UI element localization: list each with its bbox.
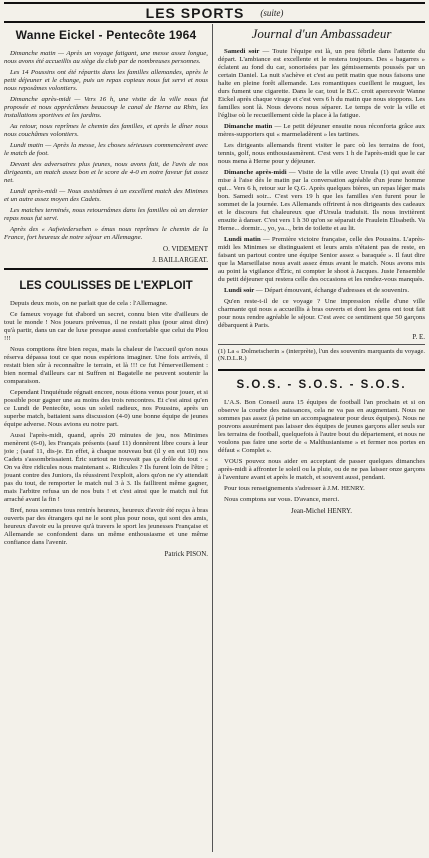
paragraph: Après des « Aufwiedersehen » émus nous reprîmes le chemin de la France, fort heureux de notre séjour en Allemagne. — [4, 226, 208, 241]
paragraph: Lundi après-midi — Nous assistâmes à un excellent match des Minimes et un autre assez moyen des Cadets. — [4, 188, 208, 203]
article-coulisses — [4, 300, 208, 559]
entry-lead: Lundi matin — [224, 236, 261, 243]
right-column — [218, 24, 425, 519]
author-signature: J. BAILLARGEAT. — [152, 255, 208, 264]
journal-entry — [218, 123, 425, 139]
journal-entry — [218, 236, 425, 284]
entry-lead: Samedi soir — [224, 48, 260, 55]
entry-lead: Lundi soir — [224, 287, 255, 294]
article-title-wanne-eickel: Wanne Eickel - Pentecôte 1964 — [15, 28, 197, 42]
paragraph: Nous comptions être bien reçus, mais la chaleur de l'accueil qu'on nous réserva dépassa tout ce que nous espérions imaginer. Une fois arrivés, il restait bien sûr à reconnaître le terrain, et là !!! ce fut l'émerveillement : bien normal d'ailleurs car ni Suffren ni Bagatelle ne peuvent soutenir la comparaison. — [4, 346, 208, 385]
entry-lead: Dimanche après-midi — [224, 169, 287, 176]
article-title-journal: Journal d'un Ambassadeur — [251, 26, 392, 41]
entry-text: Les dirigeants allemands firent visiter le parc où les terrains de foot, tennis, golf, nous enthousiasmèrent. C'est vers 1 h de l'après-midi que le car nous mena à Herne pour y déjeuner. — [218, 142, 425, 165]
journal-entry — [218, 298, 425, 330]
left-column — [4, 24, 208, 561]
paragraph: Au retour, nous reprîmes le chemin des familles, et après le dîner nous nous couchâmes volontiers. — [4, 123, 208, 138]
entry-text: — Première victoire française, celle des Poussins. L'après-midi les Minimes se distinguaient et leurs amis n'étaient pas de reste, en faisant un partout contre une équipe Senior assez « baraquée ». Il faut dire que la Marseillaise nous avait assez émus avant le match. Nous avons mis au point la vigilance d'Éric, ni compter le shoot à Jacques. Juste l'ensemble du petit déjeuner qui restera celle des occasions et les rendez-vous manqués. — [218, 236, 425, 283]
paragraph: Dimanche après-midi — Vers 16 h, une visite de la ville nous fut proposée et nous appréciâmes beaucoup le canal de Herne au Rhin, les installations sportives et les jardins. — [4, 96, 208, 119]
article-title-sos: S.O.S. - S.O.S. - S.O.S. — [218, 369, 425, 391]
entry-text: — Départ émouvant, échange d'adresses et de souvenirs. — [254, 287, 410, 294]
entry-lead: Dimanche matin — [224, 123, 273, 130]
journal-entry — [218, 169, 425, 233]
paragraph: Lundi matin — Après la messe, les choses sérieuses commencèrent avec le match de foot. — [4, 142, 208, 157]
section-subtitle: (suite) — [260, 7, 284, 18]
entry-text: — Visite de la ville avec Ursula (1) qui avait été mise à l'aise dès le matin par la conversation agréable d'un jeune homme qui... Vers 6 h, retour sur le Q.G. Après quelques bières, un repas léger mais bon. Samedi soir... C'est vers 19 h que les familles s'en furent pour le sommet de la journée. Les Allemands offrirent à nos dirigeants des cadeaux et le discours fut chaleureux que d'Ursula traduisit. Ils nous invitèrent ensuite à danser. C'est vers 1 h 30 qu'on se séparait de Fraulein Elisabeth. Va Herne... dormir..., yo, ya..., brin de toilette et au lit. — [218, 169, 425, 232]
paragraph: VOUS pouvez nous aider en acceptant de passer quelques dimanches après-midi à affronter le soleil ou la pluie, ou de ne pas laisser onze garçons à l'aventure avant et après le match, et souvent aussi, pendant. — [218, 457, 425, 481]
paragraph: Aussi l'après-midi, quand, après 20 minutes de jeu, nos Minimes menèrent (6-0), les Français présents (sauf 11) donnèrent libre cours à leur joie ; (sauf 11, dis-je. En effet, à chaque nouveau but (il y en eut 10) nos Cadets s'assombrissaient. Éric surtout ne trouvait pas ça drôle du tout : « On va être ridicules nous maintenant ». Ridicules ? Ils furent loin de l'être ; jouant contre des Juniors, ils réussirent l'exploit, alors qu'on ne s'y attendait pas du tout, de remporter le match nul 3 à 3. Ils faillirent même gagner, mais l'arbitre refusa un de nos buts ! et c'est ainsi que le match nul fut arraché avant la fin ! — [4, 432, 208, 503]
journal-entry — [218, 48, 425, 120]
paragraph: Devant des adversaires plus jeunes, nous avons fait, de l'avis de nos dirigeants, un match assez bon et le score de 4-0 en notre faveur fut assez net. — [4, 161, 208, 184]
column-divider — [212, 24, 213, 852]
article-wanne-eickel — [4, 50, 208, 264]
journal-entry — [218, 142, 425, 166]
paragraph: Depuis deux mois, on ne parlait que de cela : l'Allemagne. — [10, 300, 168, 307]
paragraph: Nous comptons sur vous. D'avance, merci. — [224, 495, 340, 503]
author-signature: O. VIDEMENT — [163, 245, 208, 253]
paragraph: Dimanche matin — Après un voyage fatigant, une messe assez longue, nous avons été accueillis au siège du club par de nombreuses personnes. — [4, 50, 208, 65]
paragraph: Les 14 Poussins ont été répartis dans les familles allemandes, après le petit déjeuner et le change, puis un repas copieux nous fut servi et nous nous reposâmes volontiers. — [4, 69, 208, 92]
article-journal — [218, 48, 425, 363]
article-sos — [218, 399, 425, 515]
entry-text: Qu'en reste-t-il de ce voyage ? Une impression réelle d'une ville charmante qui nous a accueillis à bras ouverts et dont les gens ont tout fait pour nous rendre agréable le séjour. C'est avec ce sentiment que 50 garçons débarquent à Paris. — [218, 298, 425, 329]
entry-text: — Toute l'équipe est là, un peu fébrile dans l'attente du départ. L'ambiance est excellente et le restera toujours. Des « bagarres » éclatent au fond du car, sonorisées par les gémissements poussés par un certain Daniel. La nuit s'achève et c'est au petit matin que nous faisons une halte en pleine forêt allemande. Les romantiques cueillent le muguet, les durs fument une cigarette. Dans le car, tout le B.C. croit apercevoir Wanne Eickel après chaque virage et c'est vers 6 h du matin que nous stoppons. Les familles sont là. Nous devons nous séparer. Le temps de voir la ville et l'église où le recueillement cède la place à la fatigue. — [218, 48, 425, 119]
author-signature: P. E. — [412, 333, 425, 341]
paragraph: Bref, nous sommes tous rentrés heureux, heureux d'avoir été reçus à bras ouverts par des étrangers qui ne le sont plus pour nous, qui sont des amis, heureux d'avoir eu la preuve qu'à travers le sport les jeunesses Française et Allemande se confondent dans un même enthousiasme et une même confiance dans l'avenir. — [4, 507, 208, 546]
section-title: LES SPORTS — [145, 4, 245, 21]
paragraph: Pour tous renseignements s'adresser à J.M. HENRY. — [224, 484, 365, 492]
journal-entry — [218, 287, 425, 295]
paragraph: Cependant l'inquiétude régnait encore, nous étions venus pour jouer, et si possible pour gagner une au moins des trois rencontres. Et c'est ainsi qu'en ce Lundi de Pentecôte, sous un soleil radieux, nos Poussins, après un superbe match, battaient sans discussion (4-0) une bonne équipe de jeunes équipe adverse. Nous avions eu notre part. — [4, 389, 208, 428]
paragraph: Les matches terminés, nous retournâmes dans les familles où un dernier repas nous fut servi. — [4, 207, 208, 222]
paragraph: L'A.S. Bon Conseil aura 15 équipes de football l'an prochain et si on observe la courbe des naissances, cela ne va pas en augmentant. Nous ne sommes pas assez (à peine un accompagnateur pour deux équipes). Nous ne pouvons assurément pas laisser des équipes de jeunes garçons aller seuls sur les terrains de football, quelquefois à l'autre bout du département, et nous ne voulons pas faire une sorte de « Malthusianisme » et fermer nos portes en défaut « Complet ». — [218, 398, 425, 454]
section-header — [4, 2, 425, 23]
footnote: (1) La « Dolmetscherin » (interprète), l'un des souvenirs marquants du voyage. (N.D.L.R.) — [218, 344, 425, 363]
entry-text: — Le petit déjeuner ensuite nous réconforta grâce aux mères-supporters qui « marmeladèrent » les tartines. — [218, 123, 425, 138]
author-signature: Patrick PISON. — [164, 550, 208, 558]
author-signature: Jean-Michel HENRY. — [291, 506, 352, 515]
paragraph: Ce fameux voyage fut d'abord un secret, connu bien vite d'ailleurs de tout le monde ! Nos joueurs prévenus, il ne restait plus (pour ainsi dire) qu'à partir, dans un car de luxe presque aussi confortable que celui du Plou !!! — [4, 311, 208, 342]
article-title-coulisses: LES COULISSES DE L'EXPLOIT — [4, 268, 208, 292]
